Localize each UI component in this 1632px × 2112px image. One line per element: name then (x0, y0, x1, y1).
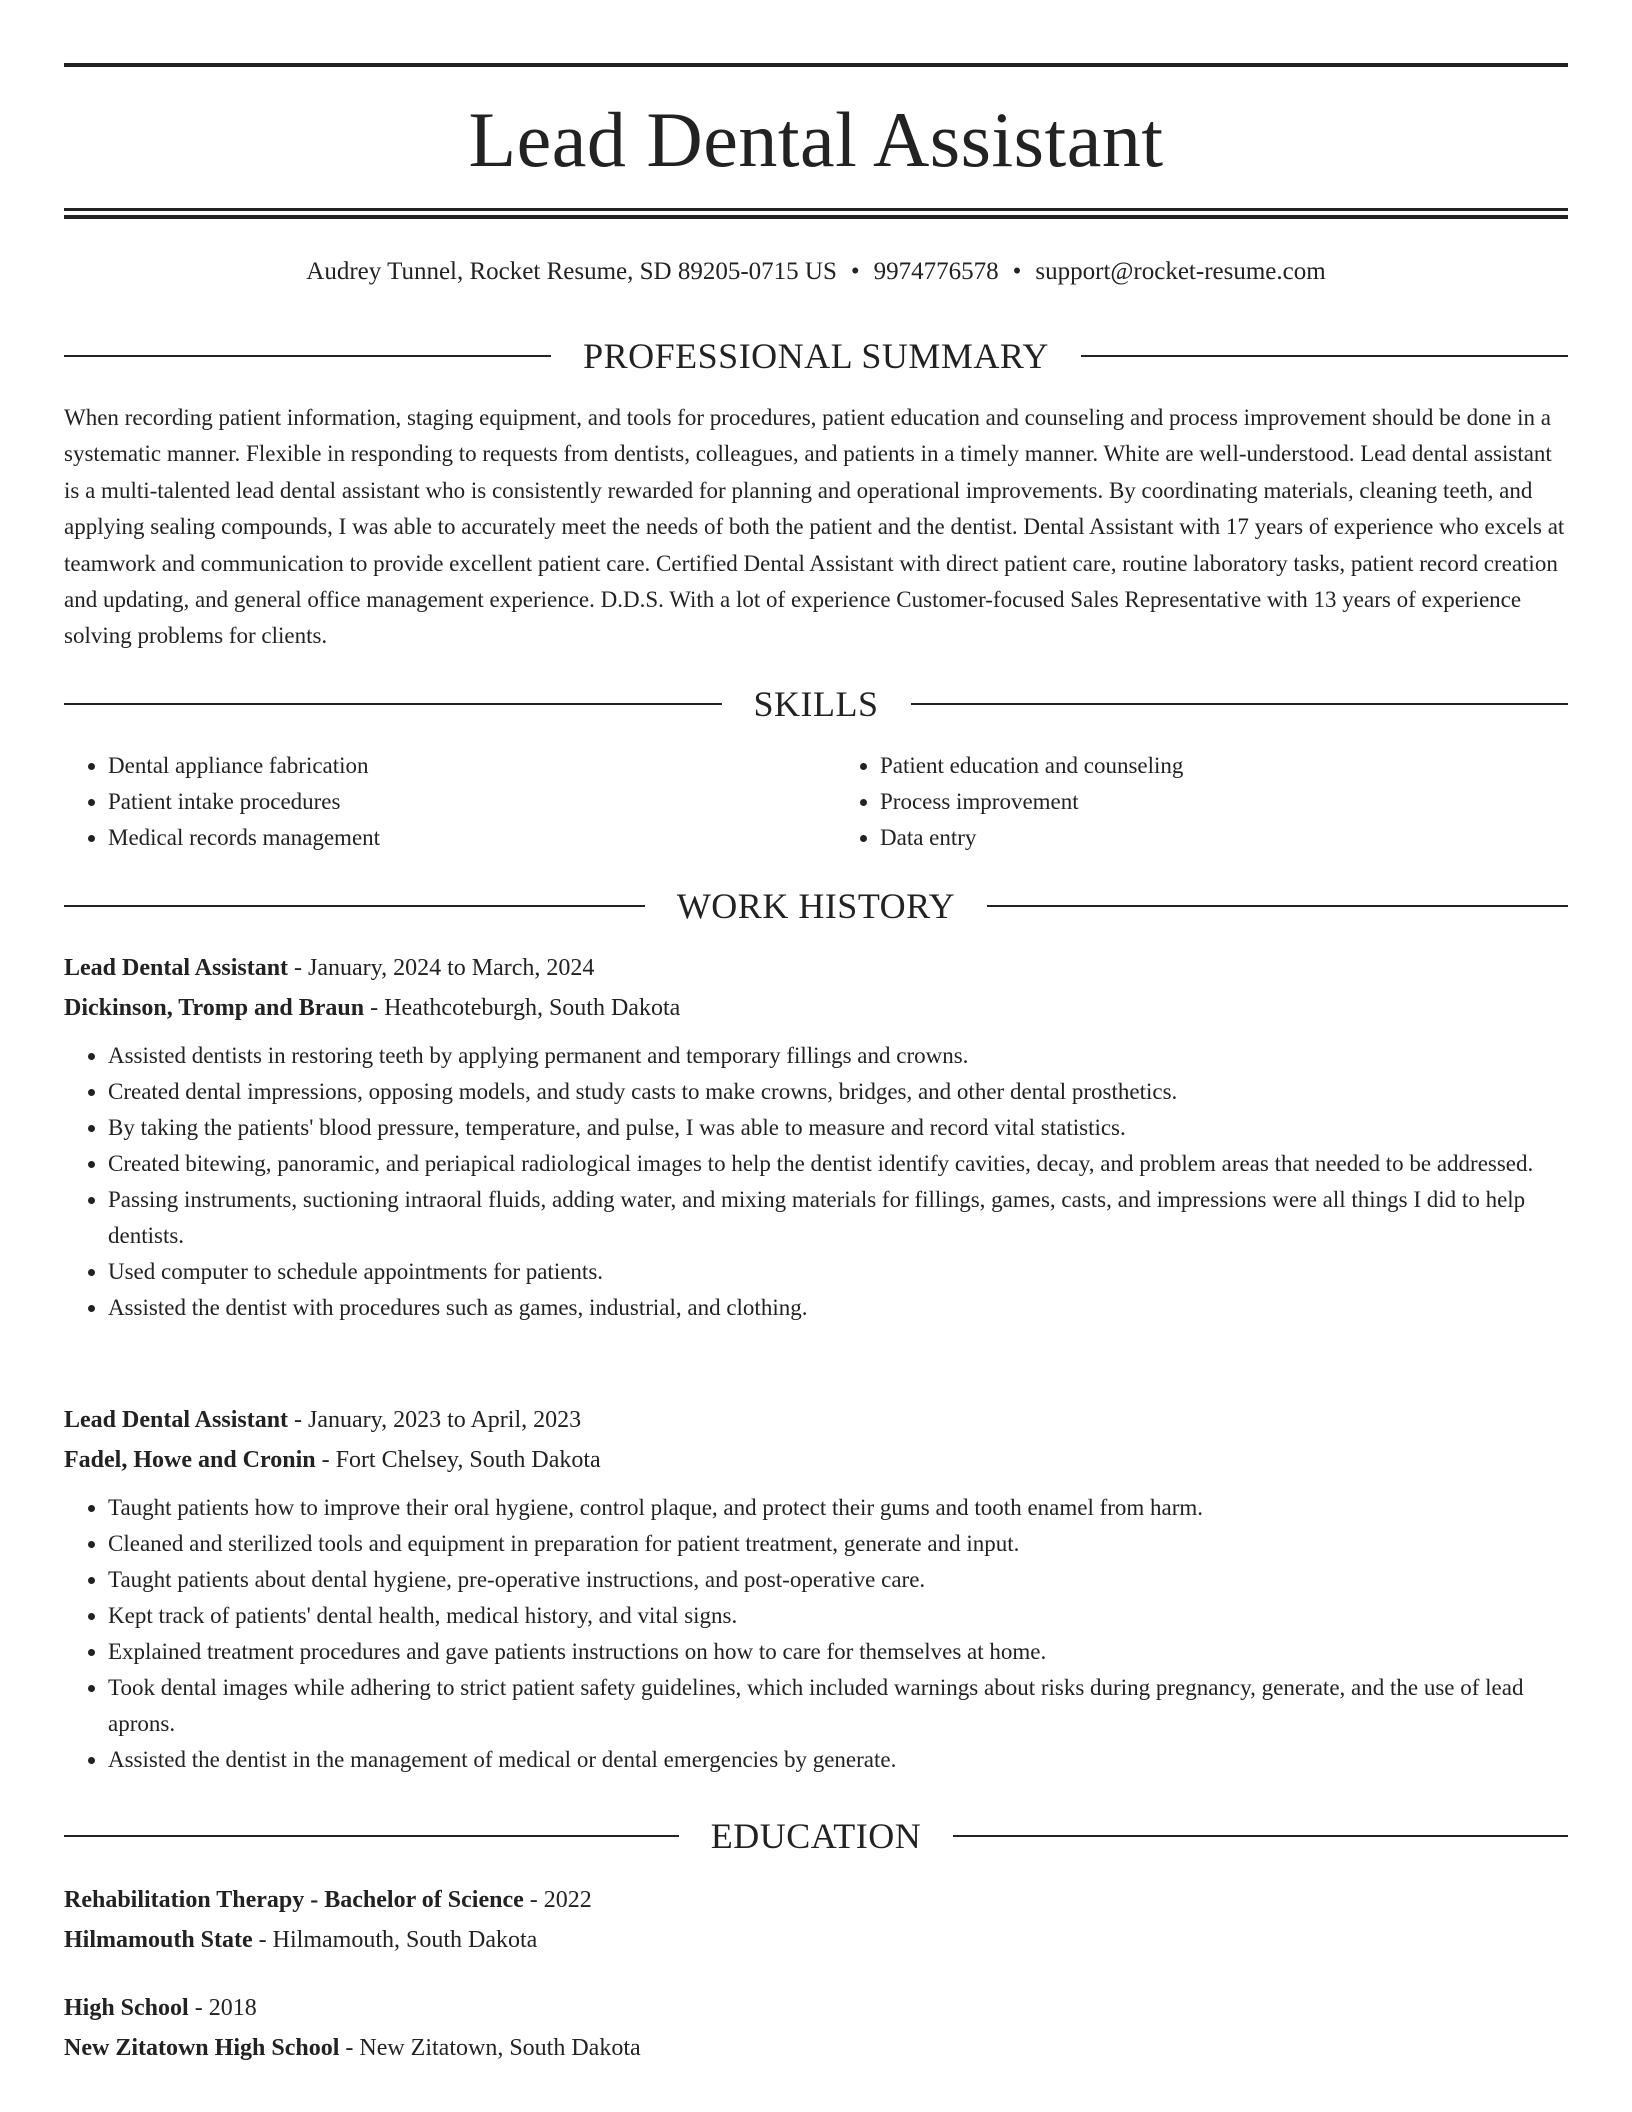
title-rule-upper (64, 208, 1568, 211)
job-dates: January, 2023 to April, 2023 (308, 1407, 582, 1433)
job-dates: January, 2024 to March, 2024 (308, 955, 595, 981)
duty-item: • Passing instruments, suctioning intraoral fluids, adding water, and mixing materials for fillings, games, casts, and impressions were all things I did to help dentists. (108, 1182, 1568, 1254)
duty-item: • Created bitewing, panoramic, and periapical radiological images to help the dentist identify cavities, decay, and problem areas that needed to be addressed. (108, 1146, 1568, 1182)
duty-item: • Created dental impressions, opposing models, and study casts to make crowns, bridges, and other dental prosthetics. (108, 1074, 1568, 1110)
top-rule (64, 63, 1568, 67)
duty-item: • Taught patients about dental hygiene, pre-operative instructions, and post-operative care. (108, 1562, 1568, 1598)
education-school: Hilmamouth State (64, 1927, 253, 1953)
skill-item: • Medical records management (108, 820, 796, 856)
education-school-line: New Zitatown High School - New Zitatown, South Dakota (64, 2035, 641, 2061)
skill-item: • Process improvement (880, 784, 1568, 820)
education-heading-label: EDUCATION (710, 1816, 922, 1856)
education-location: New Zitatown, South Dakota (359, 2035, 641, 2061)
skill-item: • Data entry (880, 820, 1568, 856)
job-company: Fadel, Howe and Cronin (64, 1447, 316, 1473)
title-rule-lower (64, 215, 1568, 219)
resume-title: Lead Dental Assistant (468, 96, 1164, 183)
job-location: Heathcoteburgh, South Dakota (384, 995, 681, 1021)
heading-rule-right (953, 1835, 1568, 1837)
job-entry (64, 948, 1568, 1326)
heading-rule-right (911, 703, 1569, 705)
job-title: Lead Dental Assistant (64, 955, 289, 981)
duty-item: • Kept track of patients' dental health, medical history, and vital signs. (108, 1598, 1568, 1634)
job-duties (64, 1490, 1568, 1778)
skills-list (64, 748, 1568, 856)
heading-rule-right (1081, 355, 1568, 357)
education-entry (64, 1988, 1568, 2068)
heading-rule-right (987, 905, 1568, 907)
contact-address: Audrey Tunnel, Rocket Resume, SD 89205-0715 US (306, 258, 837, 285)
job-location: Fort Chelsey, South Dakota (335, 1447, 601, 1473)
duty-item: • Cleaned and sterilized tools and equipment in preparation for patient treatment, generate and input. (108, 1526, 1568, 1562)
education-school-line: Hilmamouth State - Hilmamouth, South Dakota (64, 1927, 538, 1953)
education-year: 2022 (543, 1887, 592, 1913)
heading-rule-left (64, 1835, 679, 1837)
skills-column-right (836, 748, 1568, 856)
skills-heading (64, 682, 1568, 726)
work-heading (64, 884, 1568, 928)
duty-item: • Taught patients how to improve their oral hygiene, control plaque, and protect their gums and tooth enamel from harm. (108, 1490, 1568, 1526)
heading-rule-left (64, 703, 722, 705)
summary-text: When recording patient information, staging equipment, and tools for procedures, patient education and counseling and process improvement should be done in a systematic manner. Flexible in responding to requests from dentists, colleagues, and patients in a timely manner. White are well-understood. Lead dental assistant is a multi-talented lead dental assistant who is consistently rewarded for planning and operational improvements. By coordinating materials, cleaning teeth, and applying sealing compounds, I was able to accurately meet the needs of both the patient and the dentist. Dental Assistant with 17 years of experience who excels at teamwork and communication to provide excellent patient care. Certified Dental Assistant with direct patient care, routine laboratory tasks, patient record creation and updating, and general office management experience. D.D.S. With a lot of experience Customer-focused Sales Representative with 13 years of experience solving problems for clients. (64, 405, 1565, 649)
skill-item: • Patient education and counseling (880, 748, 1568, 784)
duty-item: • By taking the patients' blood pressure, temperature, and pulse, I was able to measure and record vital statistics. (108, 1110, 1568, 1146)
heading-rule-left (64, 355, 551, 357)
job-title: Lead Dental Assistant (64, 1407, 289, 1433)
education-degree-line: Rehabilitation Therapy - Bachelor of Science - 2022 (64, 1887, 592, 1913)
education-school: New Zitatown High School (64, 2035, 340, 2061)
education-degree-line: High School - 2018 (64, 1995, 257, 2021)
duty-item: • Used computer to schedule appointments for patients. (108, 1254, 1568, 1290)
duty-item: • Assisted dentists in restoring teeth by applying permanent and temporary fillings and crowns. (108, 1038, 1568, 1074)
job-company: Dickinson, Tromp and Braun (64, 995, 365, 1021)
contact-phone: 9974776578 (873, 258, 999, 285)
duty-item: • Took dental images while adhering to strict patient safety guidelines, which included warnings about risks during pregnancy, generate, and the use of lead aprons. (108, 1670, 1568, 1742)
duty-item: • Explained treatment procedures and gave patients instructions on how to care for themselves at home. (108, 1634, 1568, 1670)
education-heading (64, 1814, 1568, 1858)
job-company-line: Dickinson, Tromp and Braun - Heathcoteburgh, South Dakota (64, 995, 681, 1021)
job-entry (64, 1400, 1568, 1778)
summary-heading-label: PROFESSIONAL SUMMARY (583, 336, 1049, 376)
contact-line (64, 254, 1568, 290)
skill-item: • Dental appliance fabrication (108, 748, 796, 784)
skills-heading-label: SKILLS (753, 684, 879, 724)
duty-item: • Assisted the dentist with procedures such as games, industrial, and clothing. (108, 1290, 1568, 1326)
contact-email: support@rocket-resume.com (1035, 258, 1326, 285)
job-duties (64, 1038, 1568, 1326)
work-heading-label: WORK HISTORY (676, 886, 956, 926)
contact-separator: • (1012, 258, 1022, 285)
duty-item: • Assisted the dentist in the management of medical or dental emergencies by generate. (108, 1742, 1568, 1778)
job-title-line: Lead Dental Assistant - January, 2024 to March, 2024 (64, 955, 595, 981)
education-location: Hilmamouth, South Dakota (272, 1927, 538, 1953)
education-year: 2018 (208, 1995, 257, 2021)
summary-heading (64, 334, 1568, 378)
skill-item: • Patient intake procedures (108, 784, 796, 820)
skills-column-left (64, 748, 796, 856)
education-entry (64, 1880, 1568, 1960)
education-degree: Rehabilitation Therapy - Bachelor of Science (64, 1887, 524, 1913)
job-company-line: Fadel, Howe and Cronin - Fort Chelsey, South Dakota (64, 1447, 601, 1473)
job-title-line: Lead Dental Assistant - January, 2023 to April, 2023 (64, 1407, 582, 1433)
heading-rule-left (64, 905, 645, 907)
contact-separator: • (850, 258, 860, 285)
education-degree: High School (64, 1995, 189, 2021)
